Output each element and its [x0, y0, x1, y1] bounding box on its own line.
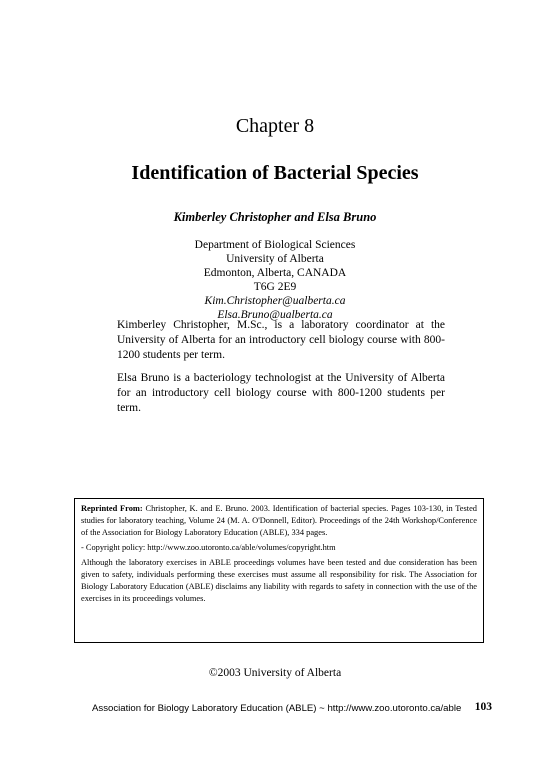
- author-bio-1: Kimberley Christopher, M.Sc., is a laboratory coordinator at the University of Alberta for an introductory cell biology course with 800-1200 students per term.: [117, 319, 445, 361]
- department: Department of Biological Sciences: [194, 239, 356, 251]
- reprint-label: Reprinted From:: [81, 504, 143, 513]
- city: Edmonton, Alberta, CANADA: [203, 267, 347, 279]
- copyright-line: ©2003 University of Alberta: [208, 667, 342, 679]
- page-number: 103: [474, 701, 492, 713]
- author-bio-2: Elsa Bruno is a bacteriology technologist at the University of Alberta for an introductory cell biology course with 800-1200 students per term.: [117, 372, 445, 414]
- university: University of Alberta: [226, 253, 324, 265]
- footer-text: Association for Biology Laboratory Education (ABLE) ~ http://www.zoo.utoronto.ca/able: [92, 703, 462, 714]
- page-footer: [92, 703, 492, 714]
- copyright-policy[interactable]: - Copyright policy: http://www.zoo.utoronto.ca/able/volumes/copyright.htm: [81, 543, 336, 552]
- email-link-2[interactable]: Elsa.Bruno@ualberta.ca: [217, 309, 333, 321]
- chapter-number: Chapter 8: [235, 115, 315, 137]
- safety-disclaimer: Although the laboratory exercises in ABLE proceedings volumes have been tested and due consideration has been given to safety, individuals performing these exercises must assume all responsibility for risk. The Association for Biology Laboratory Education (ABLE) disclaims any liability with regards to safety in connection with the use of the exercises in its proceedings volumes.: [81, 558, 477, 603]
- author-names: Kimberley Christopher and Elsa Bruno: [173, 210, 377, 224]
- citation-text: Christopher, K. and E. Bruno. 2003. Identification of bacterial species. Pages 103-130, in Tested studies for laboratory teaching, Volume 24 (M. A. O'Donnell, Editor). Proceedings of the 24th Workshop/Conference of the Association for Biology Laboratory Education (ABLE), 334 pages.: [81, 504, 477, 537]
- chapter-title: Identification of Bacterial Species: [131, 162, 419, 184]
- postal-code: T6G 2E9: [253, 281, 297, 293]
- affiliation-block: [0, 238, 550, 322]
- reprint-citation: [81, 503, 477, 539]
- email-link-1[interactable]: Kim.Christopher@ualberta.ca: [204, 295, 346, 307]
- reprint-notice-box: [74, 498, 484, 643]
